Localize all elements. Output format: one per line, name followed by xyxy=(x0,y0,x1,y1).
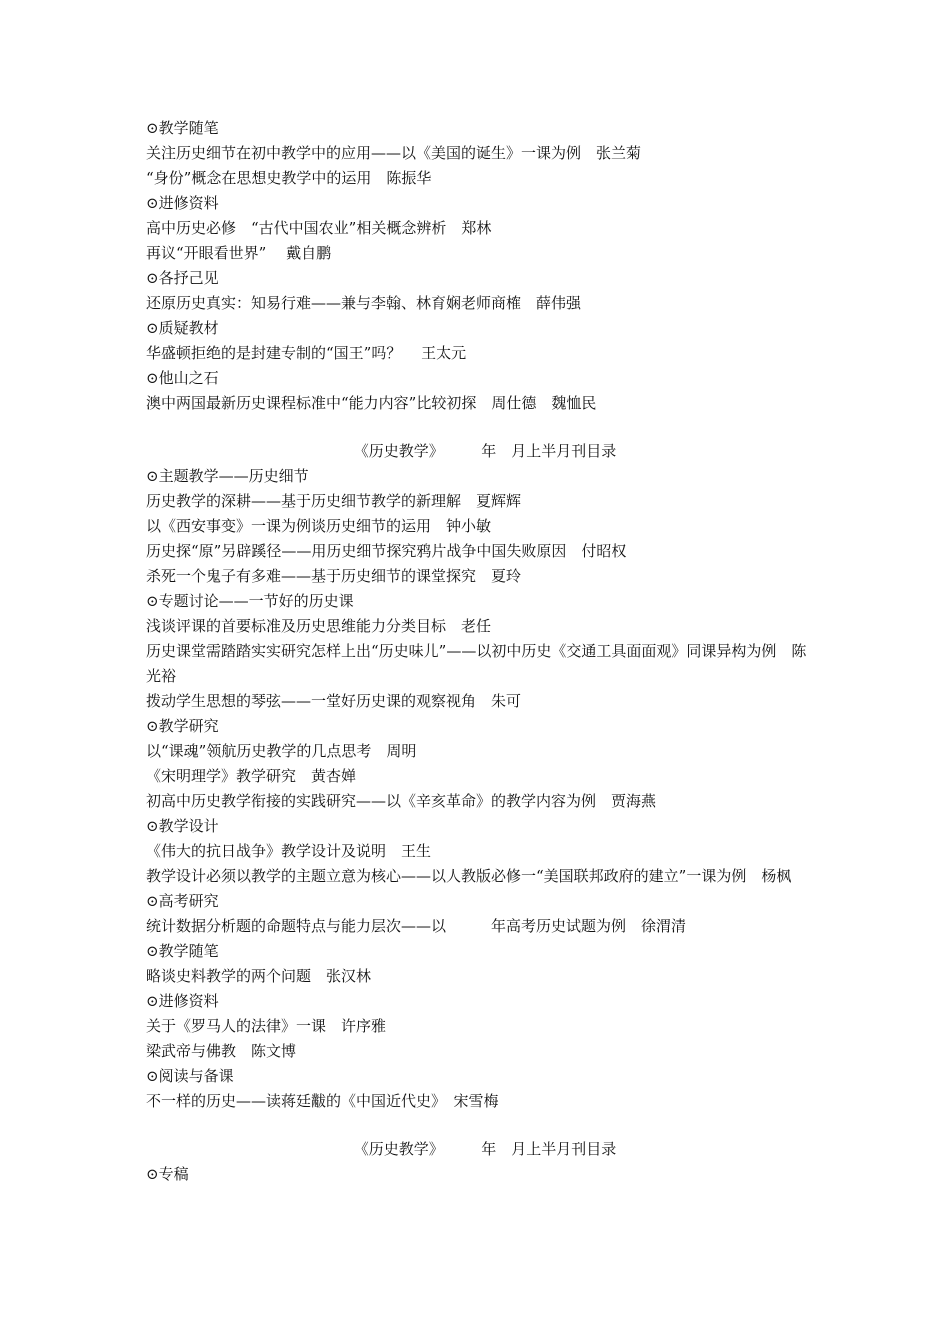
article-entry: 还原历史真实：知易行难——兼与李翰、林育娴老师商榷 薛伟强 xyxy=(146,294,582,312)
article-entry: 浅谈评课的首要标准及历史思维能力分类目标 老任 xyxy=(146,617,492,635)
section-heading: ⊙教学随笔 xyxy=(146,942,219,960)
section-heading: ⊙主题教学——历史细节 xyxy=(146,467,309,485)
section-heading: ⊙教学随笔 xyxy=(146,119,219,137)
article-entry: 统计数据分析题的命题特点与能力层次——以 年高考历史试题为例 徐渭清 xyxy=(146,917,687,935)
article-entry: 《宋明理学》教学研究 黄杏婵 xyxy=(146,767,357,785)
section-heading: ⊙进修资料 xyxy=(146,992,219,1010)
section-heading: ⊙专题讨论——一节好的历史课 xyxy=(146,592,354,610)
article-entry: 略谈史料教学的两个问题 张汉林 xyxy=(146,967,372,985)
article-entry: 关注历史细节在初中教学中的应用——以《美国的诞生》一课为例 张兰菊 xyxy=(146,144,642,162)
section-heading: ⊙质疑教材 xyxy=(146,319,219,337)
section-heading: ⊙专稿 xyxy=(146,1165,189,1183)
section-heading: ⊙他山之石 xyxy=(146,369,219,387)
article-entry: 历史探“原”另辟蹊径——用历史细节探究鸦片战争中国失败原因 付昭权 xyxy=(146,542,627,560)
table-of-contents xyxy=(146,116,816,1187)
section-heading: ⊙各抒己见 xyxy=(146,269,219,287)
article-entry: 梁武帝与佛教 陈文博 xyxy=(146,1042,297,1060)
section-heading: ⊙教学设计 xyxy=(146,817,219,835)
article-entry: 关于《罗马人的法律》一课 许序雅 xyxy=(146,1017,387,1035)
issue-title: 《历史教学》 年 月上半月刊目录 xyxy=(353,1140,617,1158)
article-entry: “身份”概念在思想史教学中的运用 陈振华 xyxy=(146,169,432,187)
article-entry: 以《西安事变》一课为例谈历史细节的运用 钟小敏 xyxy=(146,517,492,535)
spacer xyxy=(146,1114,816,1137)
article-entry: 澳中两国最新历史课程标准中“能力内容”比较初探 周仕德 魏恤民 xyxy=(146,394,597,412)
section-heading: ⊙阅读与备课 xyxy=(146,1067,234,1085)
article-entry: 不一样的历史——读蒋廷黻的《中国近代史》 宋雪梅 xyxy=(146,1092,499,1110)
section-heading: ⊙教学研究 xyxy=(146,717,219,735)
article-entry: 杀死一个鬼子有多难——基于历史细节的课堂探究 夏玲 xyxy=(146,567,522,585)
article-entry: 华盛顿拒绝的是封建专制的“国王”吗？ 王太元 xyxy=(146,344,467,362)
article-entry: 历史教学的深耕——基于历史细节教学的新理解 夏辉辉 xyxy=(146,492,522,510)
article-entry: 再议“开眼看世界” 戴自鹏 xyxy=(146,244,332,262)
issue-title: 《历史教学》 年 月上半月刊目录 xyxy=(353,442,617,460)
article-entry: 历史课堂需踏踏实实研究怎样上出“历史味儿”——以初中历史《交通工具面面观》同课异构为例 陈光裕 xyxy=(146,642,807,685)
article-entry: 高中历史必修 “古代中国农业”相关概念辨析 郑林 xyxy=(146,219,492,237)
article-entry: 初高中历史教学衔接的实践研究——以《辛亥革命》的教学内容为例 贾海燕 xyxy=(146,792,657,810)
article-entry: 以“课魂”领航历史教学的几点思考 周明 xyxy=(146,742,417,760)
spacer xyxy=(146,416,816,439)
article-entry: 拨动学生思想的琴弦——一堂好历史课的观察视角 朱可 xyxy=(146,692,522,710)
article-entry: 《伟大的抗日战争》教学设计及说明 王生 xyxy=(146,842,432,860)
article-entry: 教学设计必须以教学的主题立意为核心——以人教版必修一“美国联邦政府的建立”一课为例 杨枫 xyxy=(146,867,792,885)
section-heading: ⊙高考研究 xyxy=(146,892,219,910)
section-heading: ⊙进修资料 xyxy=(146,194,219,212)
